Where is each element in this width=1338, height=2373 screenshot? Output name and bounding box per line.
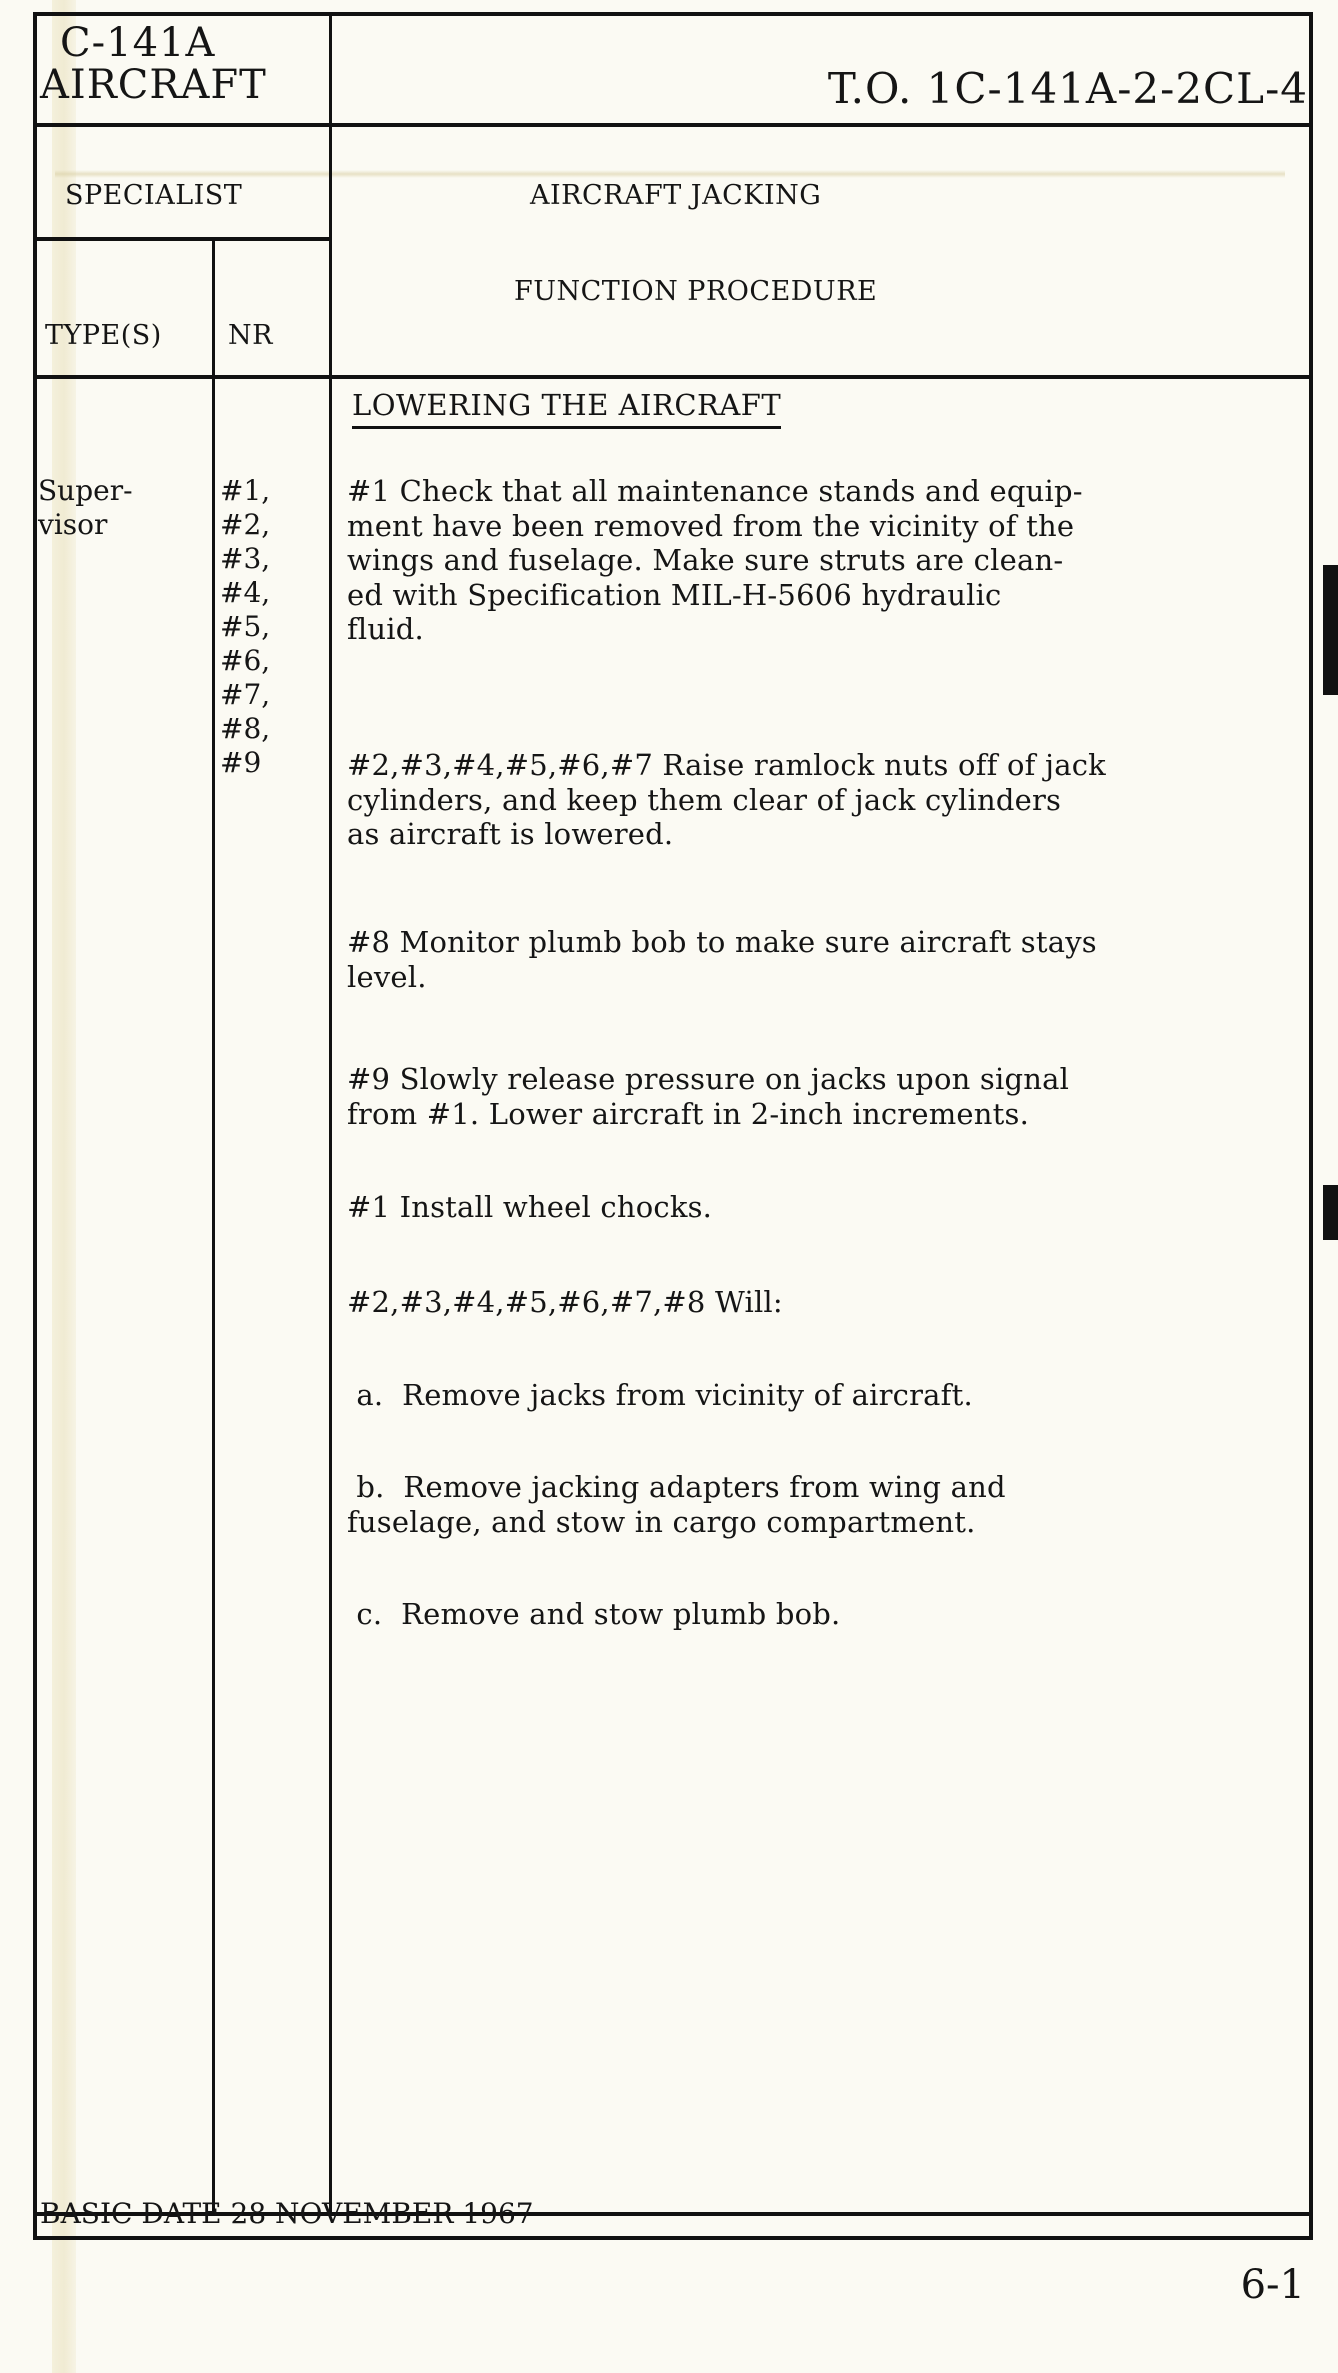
procedure-title: AIRCRAFT JACKING [530,180,822,211]
rule-below-header [33,375,1313,379]
technical-order-number: T.O. 1C-141A-2-2CL-4 [827,64,1308,113]
specialist-number: #8, [220,712,271,745]
specialist-number: #2, [220,508,271,541]
procedure-line: fuselage, and stow in cargo compartment. [347,1504,976,1539]
procedure-subtitle: FUNCTION PROCEDURE [514,276,878,307]
specialist-number: #3, [220,542,271,575]
procedure-line: #9 Slowly release pressure on jacks upon signal [347,1062,1070,1096]
procedure-substep [347,1378,1277,1413]
procedure-line: ed with Specification MIL-H-5606 hydraulic [347,577,1002,612]
procedure-line: #1 Install wheel chocks. [347,1190,713,1224]
change-bar [1323,565,1338,695]
procedure-line: level. [347,959,427,994]
nr-column-header: NR [228,320,273,351]
section-heading: LOWERING THE AIRCRAFT [352,388,781,429]
procedure-step [347,925,1277,994]
procedure-substep [347,1470,1277,1539]
procedure-step [347,474,1277,647]
rule-below-title [33,123,1313,127]
procedure-line: c. Remove and stow plumb bob. [347,1597,841,1631]
procedure-step [347,1190,1277,1225]
procedure-line: from #1. Lower aircraft in 2-inch increments. [347,1096,1029,1131]
aircraft-label: AIRCRAFT [40,62,267,108]
procedure-line: b. Remove jacking adapters from wing and [347,1470,1006,1504]
procedure-line: wings and fuselage. Make sure struts are clean- [347,543,1064,577]
change-bar [1323,1185,1338,1240]
rule-type-nr-divider [212,237,215,2214]
procedure-line: a. Remove jacks from vicinity of aircraft. [347,1378,973,1412]
procedure-step [347,748,1277,852]
procedure-line: #1 Check that all maintenance stands and equip- [347,474,1083,508]
specialist-number: #6, [220,644,271,677]
specialist-type-line: Super- [38,474,133,507]
specialist-numbers [220,474,270,780]
procedure-line: cylinders, and keep them clear of jack cylinders [347,782,1062,817]
rule-header-divider [329,12,332,2214]
specialist-number: #9 [220,746,262,779]
procedure-line: fluid. [347,612,424,646]
specialist-type [38,474,133,542]
procedure-step [347,1062,1277,1131]
procedure-line: #2,#3,#4,#5,#6,#7 Raise ramlock nuts off of jack [347,748,1106,782]
specialist-number: #4, [220,576,271,609]
rule-below-specialist [33,237,330,241]
procedure-line: #2,#3,#4,#5,#6,#7,#8 Will: [347,1285,783,1319]
specialist-number: #5, [220,610,271,643]
procedure-substep [347,1597,1277,1632]
specialist-number: #7, [220,678,271,711]
aircraft-model: C-141A [60,20,216,66]
procedure-line: #8 Monitor plumb bob to make sure aircraft stays [347,925,1097,959]
procedure-step [347,1285,1277,1320]
specialist-type-line: visor [38,508,108,541]
aircraft-id [40,22,267,106]
procedure-line: as aircraft is lowered. [347,817,674,851]
page-number: 6-1 [1240,2262,1305,2308]
type-column-header: TYPE(S) [45,320,162,351]
procedure-line: ment have been removed from the vicinity of the [347,508,1075,543]
specialist-label: SPECIALIST [65,180,243,211]
basic-date: BASIC DATE 28 NOVEMBER 1967 [40,2197,534,2230]
specialist-number: #1, [220,474,271,507]
